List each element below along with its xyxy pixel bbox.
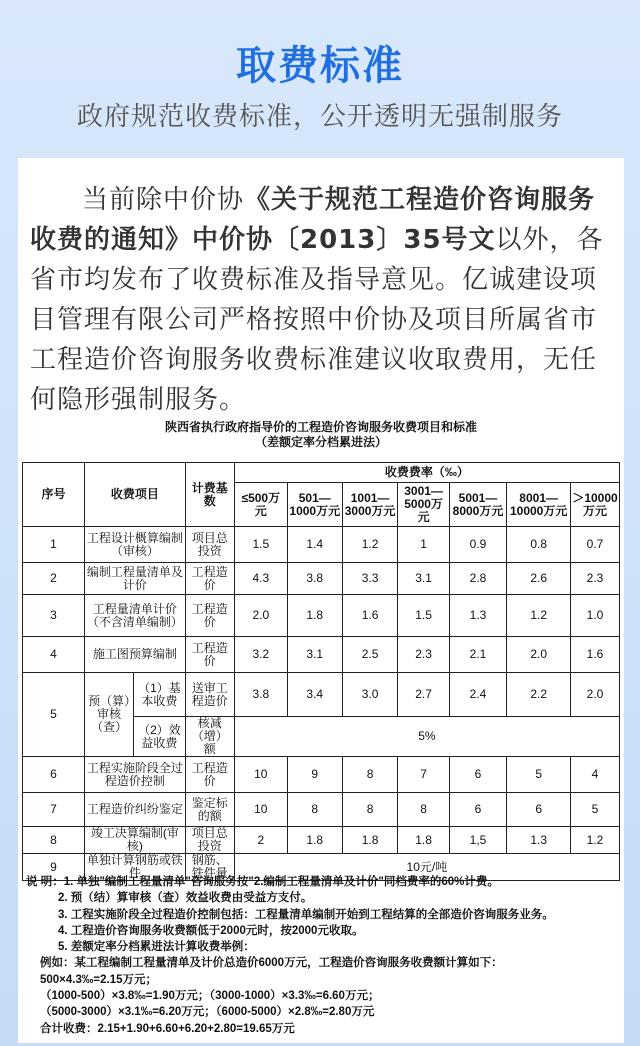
row-item: 施工图预算编制 — [85, 637, 186, 673]
note-line: （5000-3000）×3.1‰=6.20万元；（6000-5000）×2.8‰=2.80万元 — [40, 1006, 375, 1019]
intro-suffix: 以外，各省市均发布了收费标准及指导意见。亿诚建设项目管理有限公司严格按照中价协及项目所属省市工程造价咨询服务收费标准建议收取费用，无任何隐形强制服务。 — [30, 225, 604, 415]
note-line: 500×4.3‰=2.15万元； — [40, 973, 157, 986]
row-basis: 工程造价 — [185, 637, 234, 673]
row-basis: 钢筋、铁件量 — [185, 854, 234, 881]
rate-cell: 2.2 — [507, 673, 571, 717]
rate-cell: 2.0 — [234, 595, 287, 637]
note-line: 说 明：1. 单独"编制工程量清单"咨询服务按"2.编制工程量清单及计价"同档费率的60%计费。 — [26, 876, 499, 888]
rate-cell: 3.4 — [287, 673, 342, 717]
rate-cell: 1.8 — [398, 827, 449, 854]
rate-cell: 8 — [287, 793, 342, 827]
note-line: 3. 工程实施阶段全过程造价控制包括：工程量清单编制开始到工程结算的全部造价咨询服务业务。 — [58, 908, 554, 921]
rate-cell: 1.0 — [571, 595, 620, 637]
rate-cell: 8 — [342, 793, 398, 827]
rate-cell: 1.3 — [449, 595, 507, 637]
row-no: 4 — [23, 637, 85, 673]
rate-cell: 2.5 — [342, 637, 398, 673]
rate-cell: 7 — [398, 757, 449, 793]
table-row — [23, 563, 620, 595]
intro-document-ref: 《关于规范工程造价咨询服务收费的通知》中价协〔2013〕35号文 — [30, 185, 596, 255]
row-subitem: （2）效益收费 — [134, 717, 185, 757]
fee-table — [22, 462, 620, 881]
header-rate: 收费费率（‰） — [234, 463, 619, 483]
notes-section — [26, 874, 616, 1037]
rate-cell: 1.8 — [287, 827, 342, 854]
rate-cell: 6 — [507, 793, 571, 827]
page-subtitle: 政府规范收费标准，公开透明无强制服务 — [76, 102, 563, 132]
table-row — [23, 793, 620, 827]
rate-cell: 6 — [449, 757, 507, 793]
row-item: 工程实施阶段全过程造价控制 — [85, 757, 186, 793]
row-no: 3 — [23, 595, 85, 637]
rate-cell: 2.3 — [398, 637, 449, 673]
rate-cell: 2 — [234, 827, 287, 854]
row-no: 7 — [23, 793, 85, 827]
table-title-sub: （差额定率分档累进法） — [254, 435, 387, 449]
rate-cell: 1.3 — [507, 827, 571, 854]
rate-cell: 3.1 — [287, 637, 342, 673]
table-header-row — [23, 463, 620, 483]
range-cell: 1001—3000万元 — [342, 483, 398, 527]
rate-cell: 1.2 — [342, 527, 398, 563]
rate-cell: 2.0 — [571, 673, 620, 717]
rate-cell: 0.8 — [507, 527, 571, 563]
header-item: 收费项目 — [85, 463, 186, 527]
range-cell: ≤500万元 — [234, 483, 287, 527]
row-basis: 工程造价 — [185, 757, 234, 793]
row-item: 单独计算钢筋或铁件 — [85, 854, 186, 881]
rate-cell: 2.8 — [449, 563, 507, 595]
rate-cell: 1.2 — [571, 827, 620, 854]
header-basis: 计费基数 — [185, 463, 234, 527]
rate-cell: 2.7 — [398, 673, 449, 717]
note-line: 例如：某工程编制工程量清单及计价总造价6000万元，工程造价咨询服务收费额计算如下： — [40, 957, 503, 970]
rate-cell: 4.3 — [234, 563, 287, 595]
rate-cell: 3.3 — [342, 563, 398, 595]
rate-cell: 0.7 — [571, 527, 620, 563]
table-row — [23, 827, 620, 854]
note-line: 4. 工程造价咨询服务收费额低于2000元时，按2000元收取。 — [58, 924, 364, 937]
range-cell: 5001—8000万元 — [449, 483, 507, 527]
row-item: 工程造价纠纷鉴定 — [85, 793, 186, 827]
row-item: 工程量清单计价（不含清单编制） — [85, 595, 186, 637]
row-item: 竣工决算编制(审核) — [85, 827, 186, 854]
table-title-main: 陕西省执行政府指导价的工程造价咨询服务收费项目和标准 — [164, 420, 477, 434]
row-basis: 送审工程造价 — [185, 673, 234, 717]
table-title — [18, 420, 624, 450]
note-line: （1000-500）×3.8‰=1.90万元；（3000-1000）×3.3‰=6.60万元； — [40, 990, 380, 1003]
row-no: 8 — [23, 827, 85, 854]
note-line: 5. 差额定率分档累进法计算收费举例： — [58, 941, 255, 954]
range-cell: 8001—10000万元 — [507, 483, 571, 527]
header-no: 序号 — [23, 463, 85, 527]
rate-cell: 1.2 — [507, 595, 571, 637]
row-basis: 工程造价 — [185, 595, 234, 637]
rate-cell: 1,5 — [449, 827, 507, 854]
rate-cell: 2.0 — [507, 637, 571, 673]
rate-cell: 1 — [398, 527, 449, 563]
rate-cell: 1.4 — [287, 527, 342, 563]
rate-cell: 8 — [342, 757, 398, 793]
rate-cell: 1.5 — [398, 595, 449, 637]
rate-cell: 1.8 — [342, 827, 398, 854]
note-line: 2. 预（结）算审核（查）效益收费由受益方支付。 — [58, 892, 313, 905]
rate-cell: 3.8 — [287, 563, 342, 595]
page-title: 取费标准 — [236, 43, 404, 89]
row-basis: 核减（增）额 — [185, 717, 234, 757]
rate-cell: 5 — [507, 757, 571, 793]
range-cell: 3001—5000万元 — [398, 483, 449, 527]
table-row — [23, 637, 620, 673]
rate-cell: 5 — [571, 793, 620, 827]
intro-prefix: 当前除中价协 — [82, 185, 245, 215]
rate-cell: 0.9 — [449, 527, 507, 563]
range-cell: 501—1000万元 — [287, 483, 342, 527]
table-row — [23, 595, 620, 637]
row-no: 2 — [23, 563, 85, 595]
table-row — [23, 757, 620, 793]
rate-cell: 1.6 — [571, 637, 620, 673]
range-cell: ＞10000万元 — [571, 483, 620, 527]
rate-cell: 5% — [234, 717, 619, 757]
row-no: 9 — [23, 854, 85, 881]
content-card — [18, 158, 624, 1043]
rate-cell: 1.6 — [342, 595, 398, 637]
table-row — [23, 673, 620, 717]
note-line: 合计收费：2.15+1.90+6.60+6.20+2.80=19.65万元 — [40, 1022, 295, 1035]
rate-cell: 2.4 — [449, 673, 507, 717]
rate-cell: 8 — [398, 793, 449, 827]
table-row — [23, 527, 620, 563]
row-basis: 工程造价 — [185, 563, 234, 595]
rate-cell: 10 — [234, 793, 287, 827]
rate-cell: 3.1 — [398, 563, 449, 595]
rate-cell: 10元/吨 — [234, 854, 619, 881]
rate-cell: 10 — [234, 757, 287, 793]
rate-cell: 1.5 — [234, 527, 287, 563]
rate-cell: 3.2 — [234, 637, 287, 673]
row-item: 工程设计概算编制（审核） — [85, 527, 186, 563]
rate-cell: 4 — [571, 757, 620, 793]
row-basis: 鉴定标的额 — [185, 793, 234, 827]
rate-cell: 2.6 — [507, 563, 571, 595]
row-subitem: （1）基本收费 — [134, 673, 185, 717]
row-no: 1 — [23, 527, 85, 563]
rate-cell: 3.8 — [234, 673, 287, 717]
rate-cell: 2.1 — [449, 637, 507, 673]
row-basis: 项目总投资 — [185, 827, 234, 854]
row-group: 预（算）审核（查） — [85, 673, 134, 757]
rate-cell: 6 — [449, 793, 507, 827]
rate-cell: 1.8 — [287, 595, 342, 637]
rate-cell: 3.0 — [342, 673, 398, 717]
intro-paragraph — [30, 180, 610, 420]
rate-cell: 2.3 — [571, 563, 620, 595]
row-no: 6 — [23, 757, 85, 793]
row-no: 5 — [23, 673, 85, 757]
rate-cell: 9 — [287, 757, 342, 793]
row-item: 编制工程量清单及计价 — [85, 563, 186, 595]
row-basis: 项目总投资 — [185, 527, 234, 563]
